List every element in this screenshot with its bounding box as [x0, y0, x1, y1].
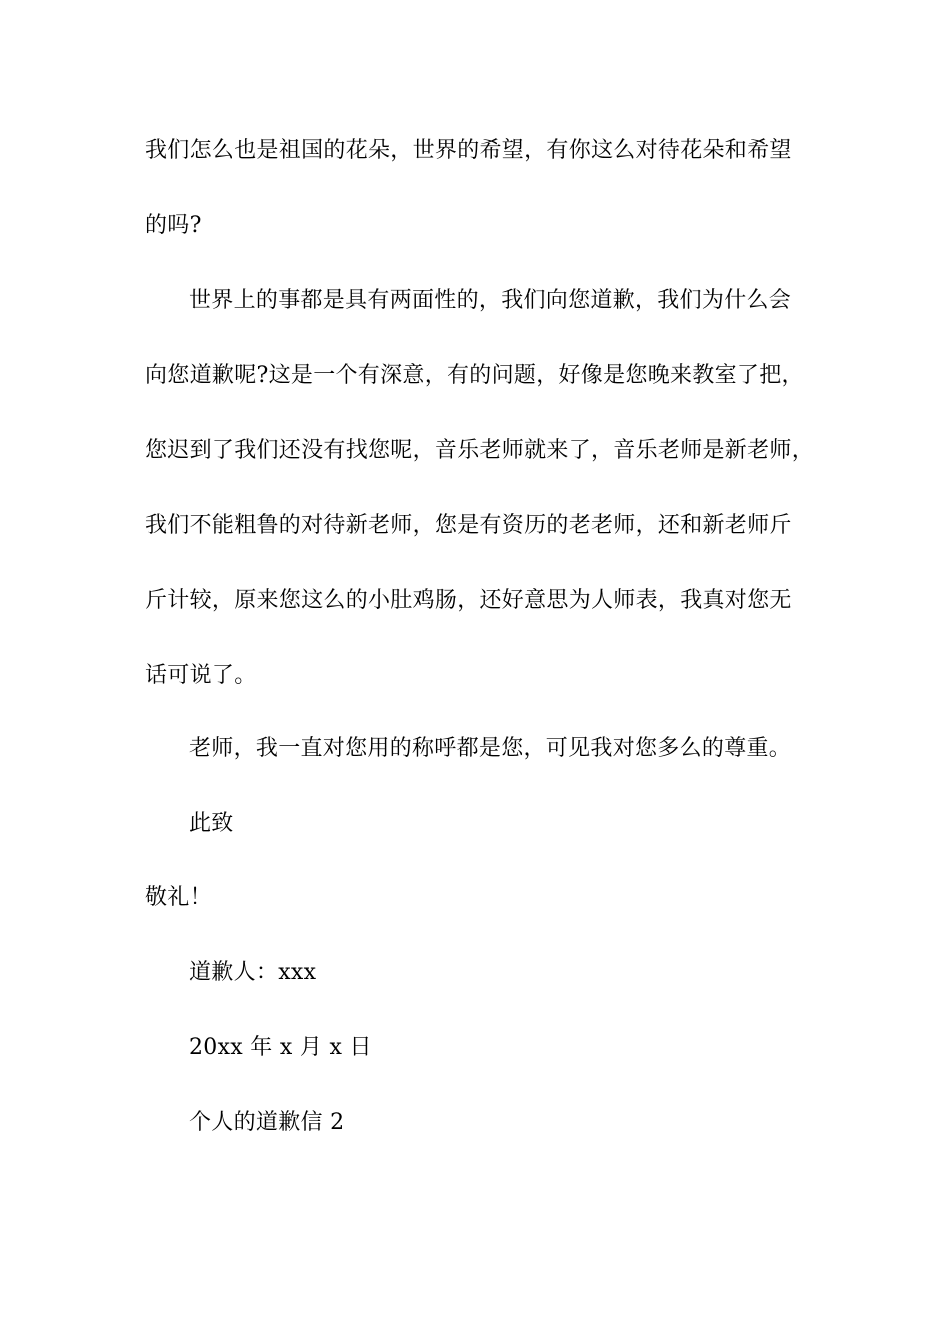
paragraph-line: 我们怎么也是祖国的花朵，世界的希望，有你这么对待花朵和希望 — [145, 138, 792, 163]
paragraph-line: 您迟到了我们还没有找您呢，音乐老师就来了，音乐老师是新老师， — [145, 438, 815, 463]
closing-salutation: 此致 — [189, 811, 234, 836]
paragraph-line: 斤计较，原来您这么的小肚鸡肠，还好意思为人师表，我真对您无 — [145, 588, 792, 613]
paragraph-line: 向您道歉呢?这是一个有深意，有的问题，好像是您晚来教室了把， — [145, 363, 804, 388]
paragraph-line: 的吗? — [145, 213, 202, 238]
paragraph-line: 我们不能粗鲁的对待新老师，您是有资历的老老师，还和新老师斤 — [145, 513, 792, 538]
paragraph-line: 世界上的事都是具有两面性的，我们向您道歉，我们为什么会 — [189, 288, 792, 313]
paragraph-line: 话可说了。 — [145, 663, 257, 688]
paragraph-line: 老师，我一直对您用的称呼都是您，可见我对您多么的尊重。 — [189, 736, 792, 761]
signature-line: 道歉人：xxx — [189, 960, 317, 985]
closing-respect: 敬礼！ — [145, 885, 212, 910]
date-line: 20xx 年 x 月 x 日 — [189, 1035, 372, 1060]
section-title: 个人的道歉信 2 — [189, 1110, 345, 1135]
